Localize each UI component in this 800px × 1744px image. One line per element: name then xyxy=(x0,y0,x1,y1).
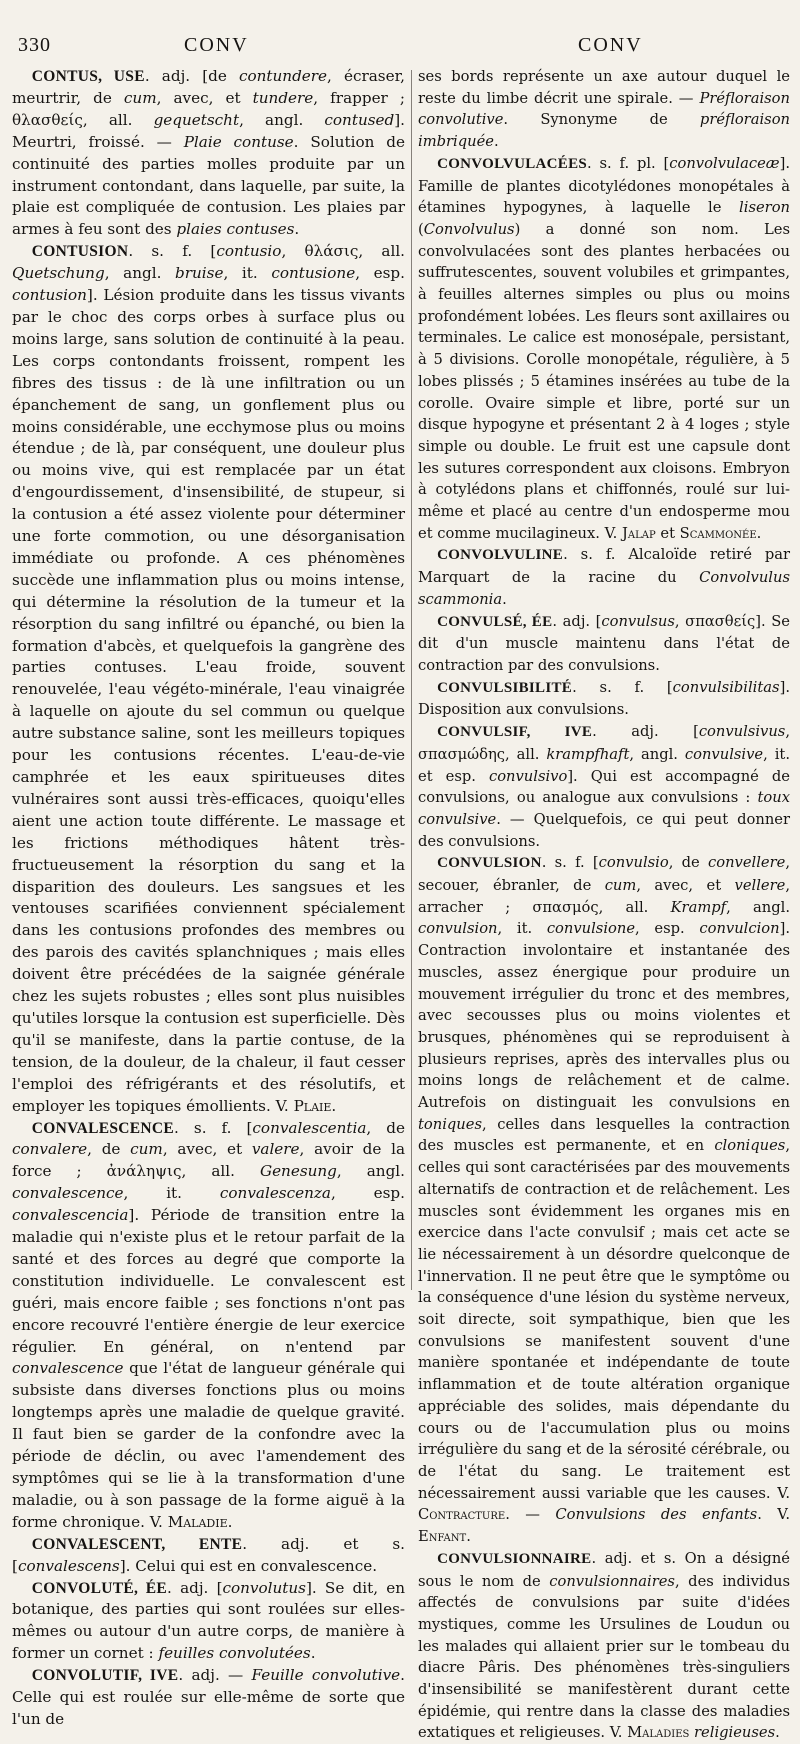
italic-term: convalescence xyxy=(12,1359,124,1378)
entry-text: , angl. xyxy=(629,745,685,763)
dictionary-entry xyxy=(418,721,790,852)
italic-term: cum xyxy=(604,877,637,895)
italic-term: convulsivus xyxy=(698,723,786,741)
entry-text: . s. f. [ xyxy=(128,242,217,261)
entry-text: . xyxy=(756,524,762,542)
headword: CONVOLVULACÉES xyxy=(437,155,588,172)
entry-text: ]. Famille de plantes dicotylédones monopétales à étamines hypogynes, à laquelle le xyxy=(418,154,790,217)
entry-text: . adj. [ xyxy=(592,723,699,741)
italic-term: convolutus xyxy=(222,1578,306,1597)
headword: CONVALESCENT, ENTE xyxy=(31,1535,243,1553)
entry-text: . s. f. [ xyxy=(572,678,673,696)
headword: CONVALESCENCE xyxy=(31,1119,175,1137)
italic-term: contusio xyxy=(216,242,282,261)
entry-text: , esp. xyxy=(635,920,700,938)
entry-text: ses bords représente un axe autour duquel le reste du limbe décrit une spirale. — xyxy=(418,68,790,107)
headword: CONVOLUTIF, IVE xyxy=(31,1667,179,1685)
entry-text: ]. Disposition aux convulsions. xyxy=(418,678,790,719)
entry-text: . Celle qui est roulée sur elle-même de sorte que l'un de xyxy=(12,1666,405,1728)
italic-term: convolvulaceæ xyxy=(669,154,780,172)
italic-term: convalescenza xyxy=(219,1184,331,1203)
page-number: 330 xyxy=(18,34,51,56)
column-divider xyxy=(411,70,412,1290)
running-header xyxy=(0,34,800,64)
entry-text: , θλάσις, all. xyxy=(281,242,406,261)
italic-term: gequetscht xyxy=(153,110,240,129)
italic-term: contusione xyxy=(271,264,356,283)
entry-text: que l'état de langueur générale qui subsiste dans diverses fonctions plus ou moins longtemps après une maladie de quelque gravité. Il faut bien se garder de la confondre avec la période de déclin, ou avec l'amendement des symptômes qui se lie à la transformation d'une maladie, ou à son passage de la forme aiguë à la forme chronique. V. xyxy=(12,1359,405,1531)
italic-term: convulsionnaires xyxy=(549,1572,675,1590)
entry-text: , arracher ; σπασμός, all. xyxy=(418,877,790,916)
entry-text: , it. xyxy=(123,1184,220,1203)
entry-text: . s. f. [ xyxy=(541,854,599,872)
dictionary-entry xyxy=(418,611,790,677)
italic-term: convulsive xyxy=(684,745,764,763)
italic-term: Feuille convolutive xyxy=(251,1666,401,1685)
entry-text: . Synonyme de xyxy=(503,111,700,129)
entry-text: . xyxy=(331,1096,337,1115)
cross-reference: Jalap xyxy=(622,524,656,542)
italic-term: krampfhaft xyxy=(546,745,630,763)
italic-term: toniques xyxy=(418,1115,482,1133)
entry-text: , écraser, meurtrir, de xyxy=(12,67,405,107)
entry-text: , σπασθείς]. Se dit d'un muscle maintenu dans l'état de contraction par des convulsions. xyxy=(418,612,790,674)
entry-text: . xyxy=(775,1724,780,1742)
right-column xyxy=(418,66,791,1742)
headword: CONVULSIBILITÉ xyxy=(437,679,573,696)
left-running-head: CONV xyxy=(184,34,249,56)
entry-text: , de xyxy=(87,1140,131,1159)
italic-term: convulsibilitas xyxy=(672,678,780,696)
cross-reference: Contracture xyxy=(418,1506,506,1524)
cross-reference: Maladies xyxy=(627,1724,690,1742)
italic-term: convulsio xyxy=(598,854,669,872)
entry-text: . s. f. pl. [ xyxy=(587,154,670,172)
italic-term: contundere xyxy=(238,67,328,85)
dictionary-entry xyxy=(418,153,790,545)
entry-text: . Solution de continuité des parties molles produite par un instrument contondant, dans laquelle, par suite, la plaie est compliquée de contusion. Les plaies par armes à feu sont des xyxy=(12,132,405,239)
cross-reference: Scammonée xyxy=(679,524,757,542)
headword: CONVULSION xyxy=(437,855,542,872)
italic-term: vellere xyxy=(734,877,786,895)
italic-term: convulsivo xyxy=(488,767,568,785)
entry-text: , des individus affectés de convulsions par suite d'idées mystiques, comme les Ursulines de Loudun ou les malades qui allaient prier sur le tombeau du diacre Pâris. Des phénomènes très-singuliers d'insensibilité se manifestèrent durant cette épidémie, qui rentre dans la classe des maladies extatiques et religieuses. V. xyxy=(418,1572,790,1742)
entry-text: ]. Se dit, en botanique, des parties qui sont roulées sur elles-mêmes ou autour d'un autre corps, de manière à former un cornet : xyxy=(12,1578,405,1663)
entry-text: . — xyxy=(505,1506,556,1524)
italic-term: tundere xyxy=(252,88,314,107)
headword: CONVOLVULINE xyxy=(437,547,564,564)
entry-text: . V. xyxy=(757,1506,791,1524)
headword: CONVOLUTÉ, ÉE xyxy=(31,1579,168,1597)
italic-term: valere xyxy=(251,1140,300,1159)
dictionary-entry xyxy=(12,1665,405,1731)
italic-term: liseron xyxy=(739,199,790,217)
left-column xyxy=(12,66,406,1728)
entry-text: . xyxy=(502,590,507,608)
entry-text: , celles qui sont caractérisées par des mouvements alternatifs de contraction et de relâchement. Les muscles sont évidemment les organes mis en exercice dans l'acte convulsif ; mais cet acte se lie nécessairement à un désordre quelconque de l'innervation. Il ne peut être que le symptôme ou la conséquence d'une lésion du système nerveux, soit directe, soit sympathique, bien que les convulsions se manifestent souvent d'une manière spontanée et indépendante de toute inflammation et de toute altération organique appréciable des solides, mais dépendante du cours ou de l'accumulation plus ou moins irrégulière du sang et de la sérosité cérébrale, ou de l'état du sang. Le traitement est nécessairement aussi variable que les causes. V. xyxy=(418,1137,790,1502)
italic-term: convalescens xyxy=(17,1556,120,1575)
entry-text: . adj. [ xyxy=(167,1578,223,1597)
entry-text: , angl. xyxy=(239,110,325,129)
entry-text: , angl. xyxy=(104,264,176,283)
italic-term: Genesung xyxy=(259,1162,337,1181)
dictionary-entry xyxy=(418,1548,790,1744)
entry-text: et xyxy=(655,524,680,542)
right-running-head: CONV xyxy=(578,34,643,56)
italic-term: convalescencia xyxy=(12,1206,129,1225)
headword: CONVULSIF, IVE xyxy=(437,724,593,741)
headword: CONVULSÉ, ÉE xyxy=(437,613,553,630)
italic-term: Convolvulus xyxy=(423,220,515,238)
entry-text: . xyxy=(227,1512,233,1531)
entry-text: ( xyxy=(418,220,424,238)
cross-reference: Maladie xyxy=(167,1512,228,1531)
entry-text: . adj. et s. [ xyxy=(12,1534,405,1575)
entry-text: , avec, et xyxy=(636,877,735,895)
entry-text: , esp. xyxy=(355,264,405,283)
dictionary-entry xyxy=(12,1534,405,1578)
entry-text: . adj. [ xyxy=(552,612,602,630)
entry-text: , esp. xyxy=(330,1184,405,1203)
italic-term: contused xyxy=(324,110,395,129)
entry-text: , avec, et xyxy=(162,1140,252,1159)
italic-term: religieuses xyxy=(694,1724,776,1742)
headword: CONTUS, USE xyxy=(31,68,145,85)
entry-text: . s. f. [ xyxy=(174,1118,253,1137)
italic-term: Convolvulus scammonia xyxy=(418,569,790,608)
entry-text: . adj. — xyxy=(178,1666,252,1685)
entry-text: , de xyxy=(366,1118,405,1137)
italic-term: convulsus xyxy=(601,612,675,630)
entry-text: . adj. et s. On a désigné sous le nom de xyxy=(418,1549,790,1590)
entry-text: , avec, et xyxy=(156,88,253,107)
italic-term: toux convulsive xyxy=(418,789,790,828)
entry-text: . xyxy=(294,220,300,239)
entry-text: . s. f. Alcaloïde retiré par Marquart de la racine du xyxy=(418,546,790,587)
italic-term: Quetschung xyxy=(12,264,105,283)
dictionary-entry xyxy=(12,1118,405,1534)
entry-text: ]. Contraction involontaire et instantanée des muscles, assez énergique pour produire un mouvement irrégulier du tronc et des membres, avec secousses plus ou moins violentes et brusques, phénomènes qui se reproduisent à plusieurs reprises, après des intervalles plus ou moins longs de relâchement et de calme. Autrefois on distinguait les convulsions en xyxy=(418,920,790,1112)
italic-term: convalescence xyxy=(12,1184,124,1203)
entry-text: , it. xyxy=(497,920,547,938)
italic-term: convulsion xyxy=(418,920,498,938)
entry-text: , angl. xyxy=(726,898,790,916)
headword: CONTUSION xyxy=(31,243,129,261)
entry-text: ) a donné son nom. Les convolvulacées sont des plantes herbacées ou suffrutescentes, souvent volubiles et grimpantes, à feuilles alternes simples ou plus ou moins profondément lobées. Les fleurs sont axillaires ou terminales. Le calice est monosépale, persistant, à 5 divisions. Corolle monopétale, régulière, à 5 lobes plissés ; 5 étamines insérées au tube de la corolle. Ovaire simple et libre, porté sur un disque hypogyne et présentant 2 à 4 loges ; style simple ou double. Le fruit est une capsule dont les sutures correspondent aux cloisons. Embryon à cotylédons plans et chiffonnés, roulé sur lui-même et placé au centre d'un endosperme mou et comme mucilagineux. V. xyxy=(418,220,790,542)
dictionary-entry xyxy=(12,241,405,1117)
dictionary-entry xyxy=(418,852,790,1548)
entry-text: , de xyxy=(668,854,708,872)
italic-term: contusion xyxy=(12,286,87,305)
entry-text: ]. Qui est accompagné de convulsions, ou analogue aux convulsions : xyxy=(418,767,790,807)
entry-text: , σπασμώδης, all. xyxy=(418,723,791,763)
italic-term: cloniques xyxy=(714,1137,786,1155)
entry-text: , secouer, ébranler, de xyxy=(418,854,790,895)
entry-text: ]. Celui qui est en convalescence. xyxy=(119,1556,378,1575)
entry-text: , angl. xyxy=(336,1162,405,1181)
italic-term: feuilles convolutées xyxy=(158,1644,311,1663)
entry-text: . — Quelquefois, ce qui peut donner des convulsions. xyxy=(418,810,790,850)
cross-reference: Enfant xyxy=(418,1528,467,1546)
entry-text: ]. Lésion produite dans les tissus vivants par le choc des corps orbes à surface plus ou moins large, sans solution de continuité à la peau. Les corps contondants froissent, rompent les fibres des tissus : de là une infiltration ou un épanchement de sang, un gonflement plus ou moins considérable, une ecchymose plus ou moins étendue ; de là, par conséquent, une douleur plus ou moins vive, qui est remplacée par un état d'engourdissement, d'insensibilité, de stupeur, si la contusion a été assez violente pour déterminer une forte commotion, ou une désorganisation immédiate ou profonde. A ces phénomènes succède une inflammation plus ou moins intense, qui détermine la résolution de la tumeur et la résorption du sang infiltré ou épanché, ou bien la formation d'abcès, et quelquefois la gangrène des parties contuses. L'eau froide, souvent renouvelée, l'eau végéto-minérale, l'eau vinaigrée à laquelle on ajoute du sel commun ou quelque autre substance saline, sont les meilleurs topiques pour les contusions récentes. L'eau-de-vie camphrée et les eaux spiritueuses dites vulnéraires sont aussi très-efficaces, quoiqu'elles aient une action toute différente. Le massage et les frictions méthodiques hâtent très-fructueusement la résorption du sang et la disparition des douleurs. Les sangsues et les ventouses scarifiées conviennent spécialement dans les contusions profondes des membres ou des parois des cavités splanchniques ; mais elles doivent être précédées de la saignée générale chez les sujets robustes ; elles sont plus nuisibles qu'utiles lorsque la contusion est superficielle. Dès qu'il se manifeste, dans la partie contuse, de la tension, de la douleur, de la chaleur, il faut cesser l'emploi des réfrigérants et des résolutifs, et employer les topiques émollients. V. xyxy=(12,286,405,1115)
entry-text: , frapper ; θλασθείς, all. xyxy=(12,88,405,129)
entry-text: ]. Meurtri, froissé. — xyxy=(12,110,405,151)
entry-text: . xyxy=(494,133,499,151)
italic-term: Plaie contuse xyxy=(183,132,294,151)
entry-text: ]. Période de transition entre la maladie qui n'existe plus et le retour parfait de la santé et des forces au degré que comporte la constitution individuelle. Le convalescent est guéri, mais encore faible ; ses fonctions n'ont pas encore recouvré l'entière énergie de leur exercice régulier. En général, on n'entend par xyxy=(12,1206,405,1356)
italic-term: plaies contuses xyxy=(176,220,295,239)
italic-term: convalere xyxy=(12,1140,88,1159)
cross-reference: Plaie xyxy=(293,1096,332,1115)
entry-text: . adj. [de xyxy=(144,67,239,85)
entry-text: , celles dans lesquelles la contraction des muscles est permanente, et en xyxy=(418,1115,790,1155)
italic-term: cum xyxy=(123,88,157,107)
italic-term: convalescentia xyxy=(252,1118,367,1137)
entry-text: , it. et esp. xyxy=(418,745,790,785)
italic-term: convulcion xyxy=(699,920,780,938)
entry-text: , it. xyxy=(223,264,272,283)
italic-term: Krampf xyxy=(670,898,727,916)
italic-term: cum xyxy=(130,1140,163,1159)
dictionary-entry xyxy=(418,677,790,721)
continued-entry xyxy=(418,66,790,153)
entry-text: , avoir de la force ; ἀνάληψις, all. xyxy=(12,1140,405,1181)
italic-term: préfloraison imbriquée xyxy=(418,111,790,151)
italic-term: bruise xyxy=(175,264,224,283)
italic-term: convellere xyxy=(708,854,786,872)
dictionary-entry xyxy=(12,66,405,241)
italic-term: convulsione xyxy=(546,920,636,938)
dictionary-entry xyxy=(418,544,790,610)
dictionary-entry xyxy=(12,1578,405,1666)
headword: CONVULSIONNAIRE xyxy=(437,1550,592,1567)
italic-term: Convulsions des enfants xyxy=(555,1506,758,1524)
italic-term: Préfloraison convolutive xyxy=(418,89,790,129)
entry-text: . xyxy=(466,1528,471,1546)
entry-text: . xyxy=(310,1644,316,1663)
